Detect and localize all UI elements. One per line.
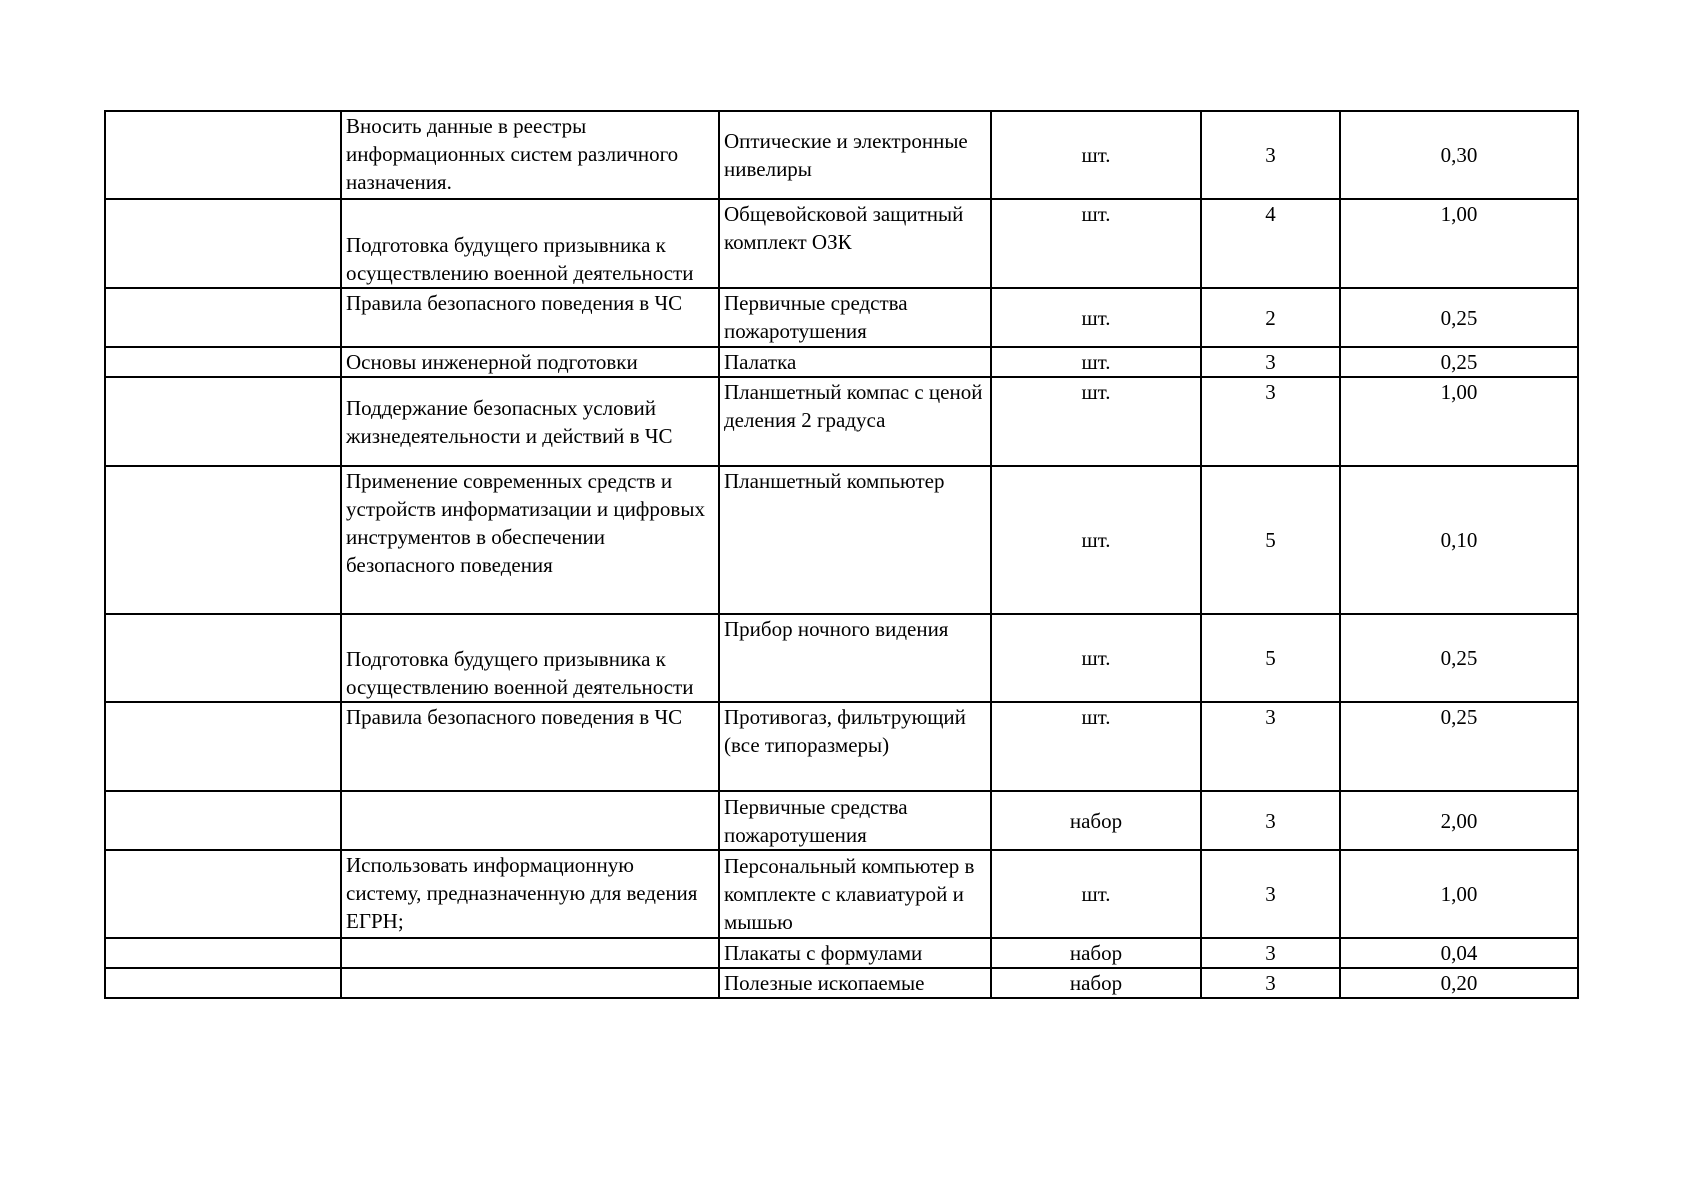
table-cell-quantity: 3: [1201, 702, 1340, 791]
table-cell-topic: [341, 938, 719, 968]
table-row: [105, 968, 1578, 998]
table-cell-empty: [105, 111, 341, 199]
table-cell-value: 0,20: [1340, 968, 1578, 998]
table-cell-equipment: Первичные средства пожаротушения: [719, 288, 991, 347]
table-cell-topic: Применение современных средств и устройств информатизации и цифровых инструментов в обеспечении безопасного поведения: [341, 466, 719, 614]
table-row: [105, 938, 1578, 968]
table-cell-equipment: Прибор ночного видения: [719, 614, 991, 702]
table-row: [105, 466, 1578, 614]
table-cell-equipment: Полезные ископаемые: [719, 968, 991, 998]
table-cell-topic: Использовать информационную систему, предназначенную для ведения ЕГРН;: [341, 850, 719, 938]
table-cell-topic: Основы инженерной подготовки: [341, 347, 719, 377]
table-cell-value: 0,25: [1340, 347, 1578, 377]
table-cell-equipment: Плакаты с формулами: [719, 938, 991, 968]
table-cell-unit: шт.: [991, 199, 1201, 288]
table-row: [105, 377, 1578, 466]
table-cell-topic: Подготовка будущего призывника к осуществлению военной деятельности: [341, 614, 719, 702]
table-cell-topic: [341, 791, 719, 850]
table-cell-quantity: 3: [1201, 938, 1340, 968]
table-cell-empty: [105, 347, 341, 377]
table-cell-quantity: 3: [1201, 377, 1340, 466]
table-cell-unit: шт.: [991, 614, 1201, 702]
table-cell-value: 0,04: [1340, 938, 1578, 968]
table-row: [105, 347, 1578, 377]
table-cell-topic: Правила безопасного поведения в ЧС: [341, 702, 719, 791]
table-cell-quantity: 4: [1201, 199, 1340, 288]
table-cell-equipment: Планшетный компас с ценой деления 2 градуса: [719, 377, 991, 466]
table-row: [105, 614, 1578, 702]
table-cell-value: 2,00: [1340, 791, 1578, 850]
table-cell-empty: [105, 702, 341, 791]
table-cell-unit: шт.: [991, 347, 1201, 377]
table-cell-value: 0,25: [1340, 702, 1578, 791]
table-row: [105, 791, 1578, 850]
table-cell-value: 1,00: [1340, 850, 1578, 938]
table-cell-quantity: 3: [1201, 347, 1340, 377]
table-cell-topic: [341, 968, 719, 998]
table-cell-quantity: 2: [1201, 288, 1340, 347]
table-cell-quantity: 5: [1201, 466, 1340, 614]
table-cell-empty: [105, 288, 341, 347]
table-cell-quantity: 3: [1201, 791, 1340, 850]
table-cell-unit: шт.: [991, 702, 1201, 791]
table-cell-topic: Поддержание безопасных условий жизнедеятельности и действий в ЧС: [341, 377, 719, 466]
table-cell-equipment: Оптические и электронные нивелиры: [719, 111, 991, 199]
table-cell-quantity: 3: [1201, 111, 1340, 199]
table-cell-empty: [105, 791, 341, 850]
table-cell-quantity: 3: [1201, 850, 1340, 938]
table-cell-unit: набор: [991, 968, 1201, 998]
table-cell-empty: [105, 466, 341, 614]
table-cell-unit: шт.: [991, 850, 1201, 938]
table-cell-quantity: 3: [1201, 968, 1340, 998]
table-row: [105, 702, 1578, 791]
table-row: [105, 111, 1578, 199]
table-cell-value: 0,30: [1340, 111, 1578, 199]
table-cell-value: 0,25: [1340, 614, 1578, 702]
table-cell-equipment: Палатка: [719, 347, 991, 377]
table-cell-unit: шт.: [991, 377, 1201, 466]
table-cell-equipment: Планшетный компьютер: [719, 466, 991, 614]
table-cell-equipment: Противогаз, фильтрующий (все типоразмеры): [719, 702, 991, 791]
table-row: [105, 850, 1578, 938]
table-cell-topic: Подготовка будущего призывника к осуществлению военной деятельности: [341, 199, 719, 288]
table-cell-unit: шт.: [991, 111, 1201, 199]
table-cell-empty: [105, 377, 341, 466]
table-cell-empty: [105, 850, 341, 938]
table-row: [105, 199, 1578, 288]
table-cell-value: 1,00: [1340, 377, 1578, 466]
table-cell-empty: [105, 199, 341, 288]
table-cell-unit: набор: [991, 938, 1201, 968]
table-cell-unit: шт.: [991, 288, 1201, 347]
table-cell-topic: Правила безопасного поведения в ЧС: [341, 288, 719, 347]
table-cell-empty: [105, 938, 341, 968]
table-cell-equipment: Персональный компьютер в комплекте с клавиатурой и мышью: [719, 850, 991, 938]
table-cell-empty: [105, 614, 341, 702]
table-cell-equipment: Общевойсковой защитный комплект ОЗК: [719, 199, 991, 288]
table-cell-unit: набор: [991, 791, 1201, 850]
table-cell-value: 1,00: [1340, 199, 1578, 288]
table-cell-value: 0,10: [1340, 466, 1578, 614]
table-cell-equipment: Первичные средства пожаротушения: [719, 791, 991, 850]
table-cell-empty: [105, 968, 341, 998]
equipment-table: [104, 110, 1579, 999]
table-cell-quantity: 5: [1201, 614, 1340, 702]
table-cell-value: 0,25: [1340, 288, 1578, 347]
table-cell-topic: Вносить данные в реестры информационных систем различного назначения.: [341, 111, 719, 199]
table-row: [105, 288, 1578, 347]
table-cell-unit: шт.: [991, 466, 1201, 614]
